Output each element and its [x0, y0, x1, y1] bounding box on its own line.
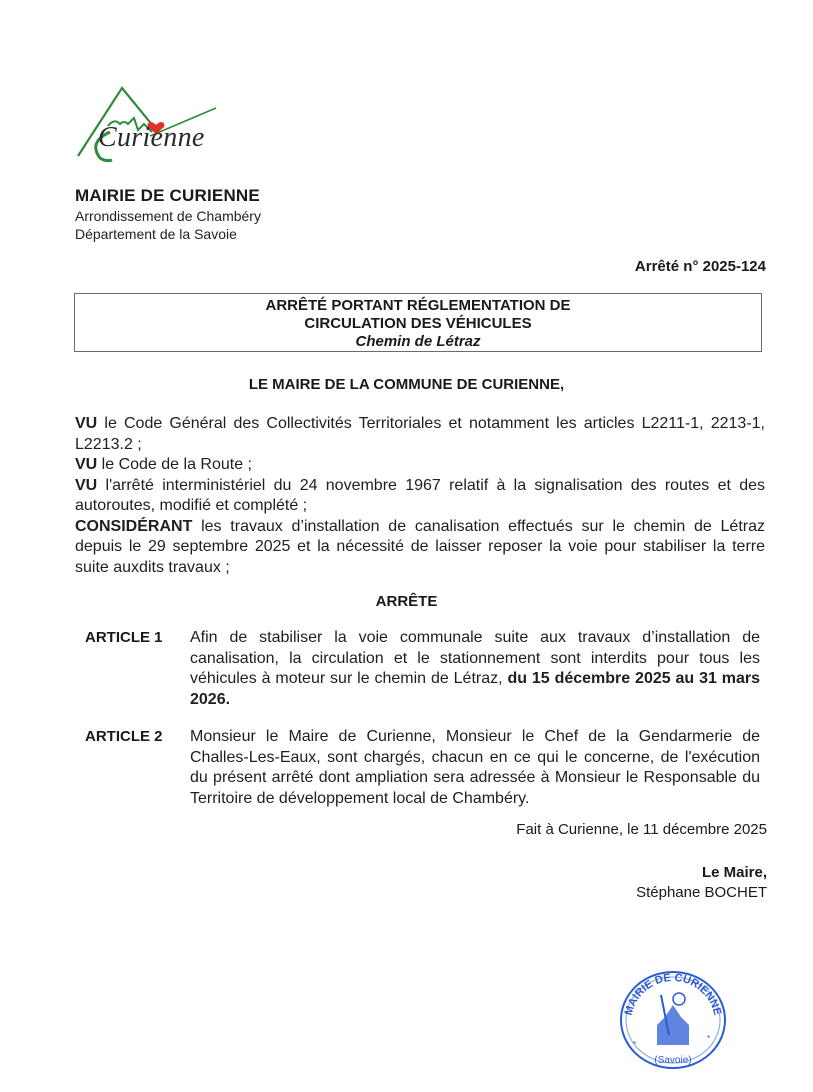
curienne-logo [72, 80, 232, 170]
article-body [190, 727, 760, 809]
visa-item [75, 455, 765, 476]
visa-item [75, 476, 765, 517]
arrete-heading: ARRÊTE [375, 593, 438, 610]
maire-heading: LE MAIRE DE LA COMMUNE DE CURIENNE, [248, 376, 565, 393]
logo-wordmark: Curienne [98, 122, 205, 153]
visa-text: le Code de la Route ; [97, 456, 252, 473]
visa-lead: VU [75, 456, 98, 473]
considerant-text: les travaux d’installation de canalisation effectués sur le chemin de Létraz depuis le 29 septembre 2025 et la nécessité de laisser reposer la voie pour stabiliser la terre suite auxdits travaux ; [75, 517, 765, 576]
considerant-item [75, 517, 765, 579]
visas-section [75, 414, 765, 578]
mairie-stamp [613, 965, 733, 1070]
signatory-title: Le Maire, [701, 864, 767, 881]
article-1 [85, 628, 760, 710]
departement-text: Département de la Savoie [75, 226, 237, 242]
stamp-bottom-text: (Savoie) [654, 1055, 692, 1066]
article-2 [85, 727, 760, 809]
svg-text:*: * [633, 1040, 637, 1049]
signatory-name: Stéphane BOCHET [636, 884, 767, 901]
article-text: Afin de stabiliser la voie communale suite aux travaux d’installation de canalisation, la circulation et le stationnement sont interdits pour tous les véhicules à moteur sur le chemin de Létraz, [190, 629, 760, 687]
svg-text:*: * [707, 1034, 711, 1043]
article-label: ARTICLE 1 [85, 629, 163, 646]
stamp-top-text: MAIRIE DE CURIENNE [622, 971, 724, 1017]
visa-lead: VU [75, 415, 98, 432]
article-body [190, 628, 760, 710]
title-line-1: ARRÊTÉ PORTANT RÉGLEMENTATION DE [265, 297, 571, 314]
mairie-title: MAIRIE DE CURIENNE [75, 186, 260, 205]
visa-text: l'arrêté interministériel du 24 novembre 1967 relatif à la signalisation des routes et des autoroutes, modifié et complété ; [75, 476, 765, 514]
place-date: Fait à Curienne, le 11 décembre 2025 [516, 821, 767, 838]
arrondissement-text: Arrondissement de Chambéry [75, 208, 261, 224]
article-text: Monsieur le Maire de Curienne, Monsieur le Chef de la Gendarmerie de Challes-Les-Eaux, sont chargés, chacun en ce qui le concerne, de l'exécution du présent arrêté dont ampliation sera adressée à Monsieur le Responsable du Territoire de développement local de Chambéry. [190, 728, 760, 807]
article-dates: du 15 décembre 2025 au 31 mars 2026. [190, 670, 761, 708]
title-line-3: Chemin de Létraz [355, 333, 481, 350]
article-label: ARTICLE 2 [85, 728, 163, 745]
considerant-lead: CONSIDÉRANT [75, 517, 193, 535]
visa-lead: VU [75, 476, 98, 494]
title-line-2: CIRCULATION DES VÉHICULES [304, 315, 532, 332]
official-stamp-icon [613, 965, 733, 1070]
visa-text: le Code Général des Collectivités Territoriales et notamment les articles L2211-1, 2213-1, L2213.2 ; [75, 415, 765, 453]
title-box [74, 293, 762, 352]
visa-item [75, 414, 765, 455]
arrete-number: Arrêté n° 2025-124 [634, 258, 766, 275]
